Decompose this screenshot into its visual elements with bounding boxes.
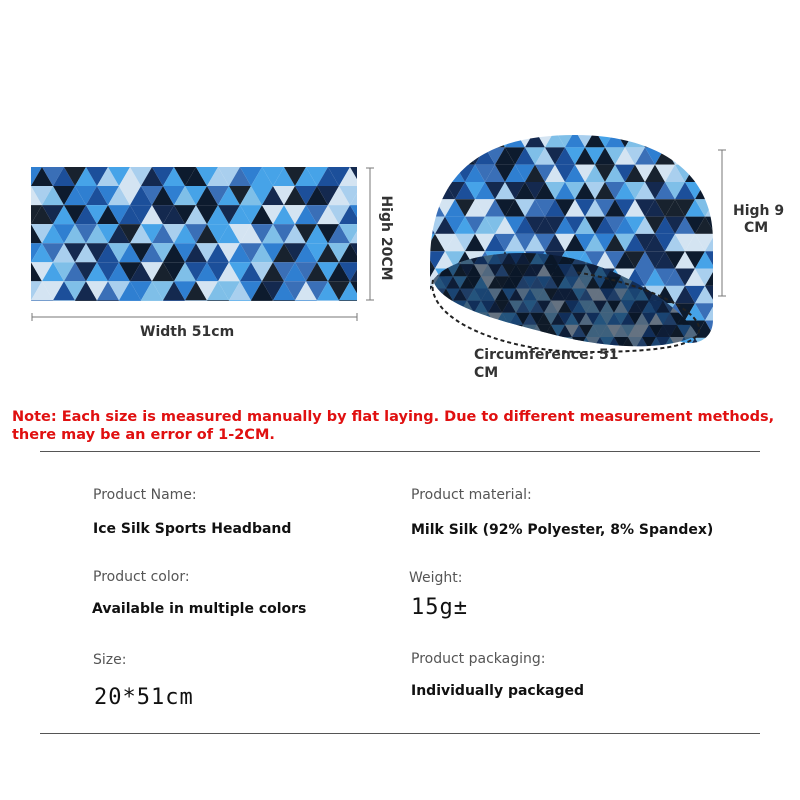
worn-headband-image	[425, 130, 715, 360]
material-value: Milk Silk (92% Polyester, 8% Spandex)	[411, 522, 714, 538]
product-name-value: Ice Silk Sports Headband	[93, 521, 292, 537]
circumference-label-line2: CM	[474, 365, 499, 381]
weight-value: 15g±	[411, 595, 468, 620]
size-label: Size:	[93, 652, 127, 668]
top-divider	[40, 451, 760, 452]
circumference-label-line1: Circumference: 51	[474, 347, 619, 363]
bottom-divider	[40, 733, 760, 734]
flat-height-label: High 20CM	[378, 195, 394, 281]
packaging-value: Individually packaged	[411, 683, 585, 699]
band-height-label-line2: CM	[744, 220, 769, 236]
measurement-note: Note: Each size is measured manually by flat laying. Due to different measurement methods, there may be an error of 1-2CM.	[12, 409, 775, 443]
band-height-dimension-line	[718, 148, 728, 300]
flat-height-dimension-line	[366, 166, 376, 306]
product-name-label: Product Name:	[93, 487, 197, 503]
weight-label: Weight:	[409, 570, 463, 586]
packaging-label: Product packaging:	[411, 651, 546, 667]
flat-headband-image	[31, 167, 357, 301]
size-value: 20*51cm	[94, 685, 194, 710]
material-label: Product material:	[411, 487, 532, 503]
color-value: Available in multiple colors	[92, 601, 307, 617]
flat-width-label: Width 51cm	[140, 324, 235, 340]
band-height-label-line1: High 9	[733, 203, 785, 219]
color-label: Product color:	[93, 569, 190, 585]
flat-width-dimension-line	[30, 313, 360, 323]
